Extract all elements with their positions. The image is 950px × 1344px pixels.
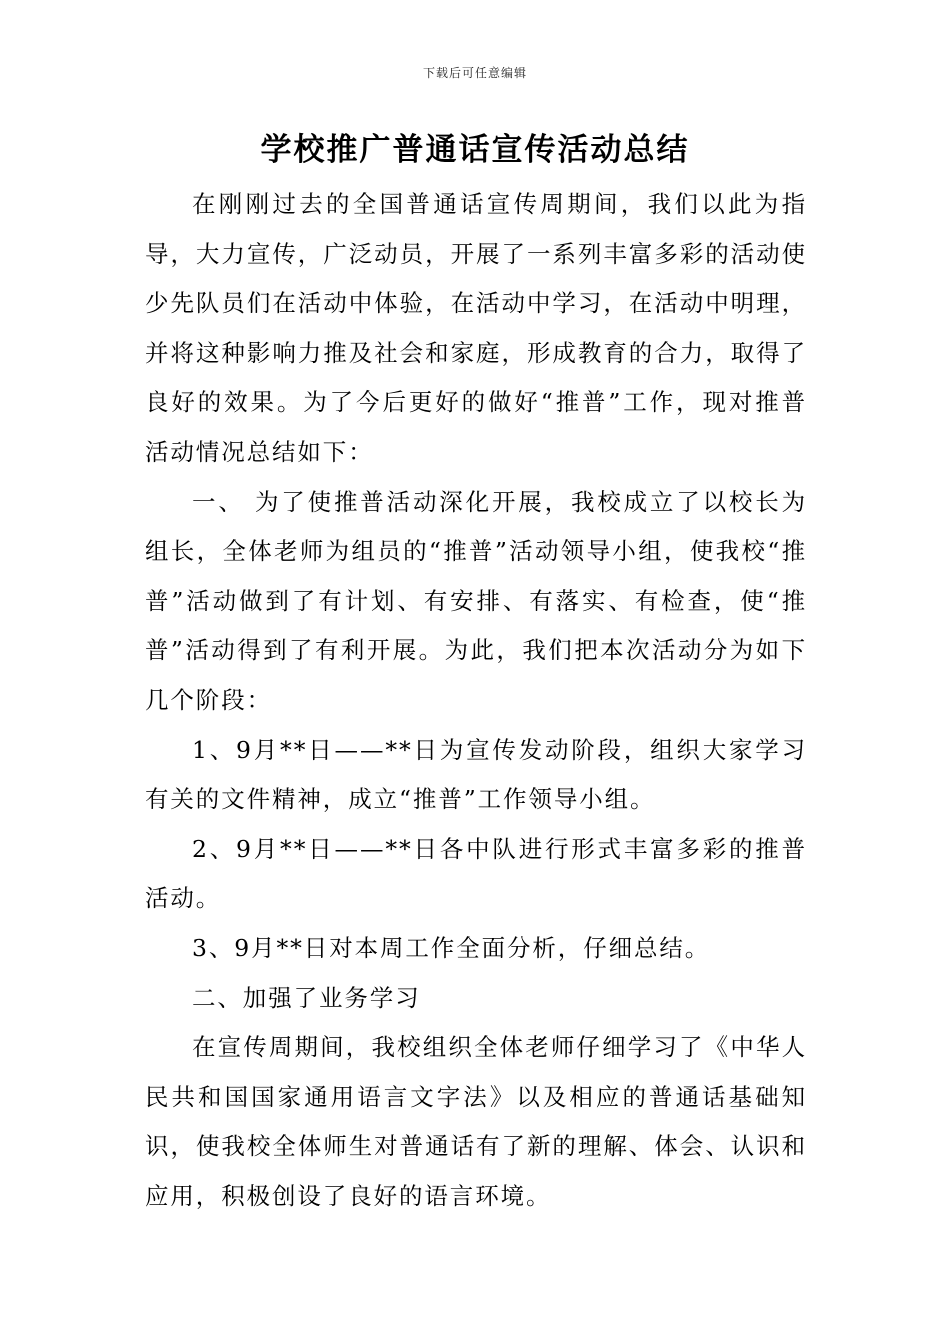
document-title: 学校推广普通话宣传活动总结 <box>260 132 690 168</box>
paragraph-section-two-body: 在宣传周期间，我校组织全体老师仔细学习了《中华人民共和国国家通用语言文字法》以及相应的普通话基础知识，使我校全体师生对普通话有了新的理解、体会、认识和应用，积极创设了良好的语言环境。 <box>145 1033 807 1210</box>
paragraph-stage-one: 1、9月**日——**日为宣传发动阶段，组织大家学习有关的文件精神，成立“推普”工作领导小组。 <box>145 735 807 814</box>
paragraph-stage-three: 3、9月**日对本周工作全面分析，仔细总结。 <box>192 933 711 962</box>
paragraph-section-one: 一、 为了使推普活动深化开展，我校成立了以校长为组长，全体老师为组员的“推普”活动领导小组，使我校“推普”活动做到了有计划、有安排、有落实、有检查，使“推普”活动得到了有利开展。为此，我们把本次活动分为如下几个阶段： <box>145 487 807 714</box>
document-body <box>145 180 807 1221</box>
paragraph-intro: 在刚刚过去的全国普通话宣传周期间，我们以此为指导，大力宣传，广泛动员，开展了一系列丰富多彩的活动使少先队员们在活动中体验，在活动中学习，在活动中明理，并将这种影响力推及社会和家庭，形成教育的合力，取得了良好的效果。为了今后更好的做好“推普”工作，现对推普活动情况总结如下： <box>145 190 807 466</box>
header-note: 下载后可任意编辑 <box>422 66 527 80</box>
paragraph-section-two-heading: 二、加强了业务学习 <box>192 983 421 1012</box>
paragraph-stage-two: 2、9月**日——**日各中队进行形式丰富多彩的推普活动。 <box>145 834 807 913</box>
